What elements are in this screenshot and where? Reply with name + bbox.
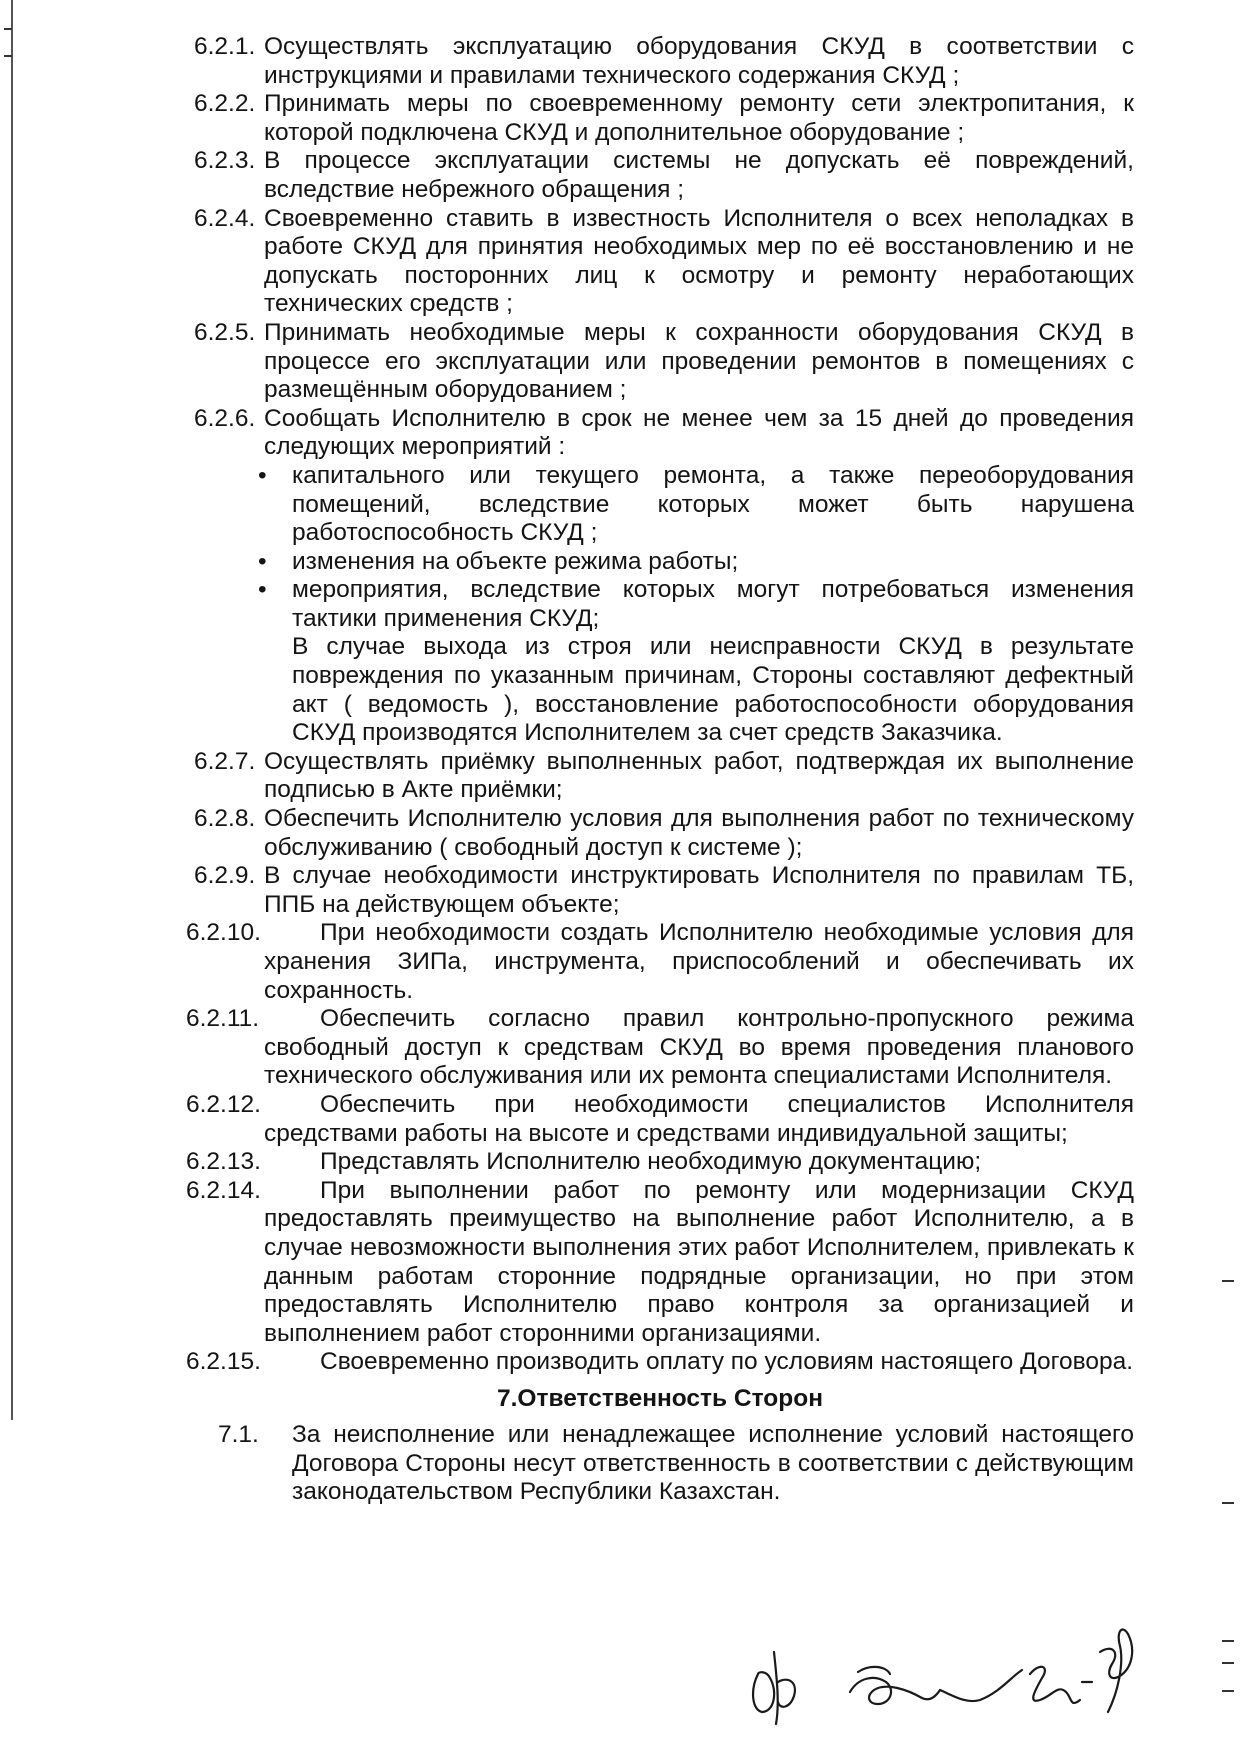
- clause-text: Обеспечить Исполнителю условия для выполнения работ по техническому обслуживанию ( свободный доступ к системе );: [264, 805, 1134, 861]
- clause-number: 6.2.14.: [186, 1176, 261, 1204]
- clause-text: Своевременно производить оплату по условиям настоящего Договора.: [320, 1348, 1134, 1376]
- clause-text: Принимать меры по своевременному ремонту сети электропитания, к которой подключена СКУД и дополнительное оборудование ;: [264, 90, 1134, 146]
- clause-text: Сообщать Исполнителю в срок не менее чем за 15 дней до проведения следующих мероприятий :: [264, 404, 1134, 461]
- bullet-text: мероприятия, вследствие которых могут потребоваться изменения тактики применения СКУД;: [292, 576, 1134, 632]
- left-margin-line: [11, 0, 13, 1420]
- clause-item: [186, 33, 1134, 90]
- clause-text: В случае необходимости инструктировать Исполнителя по правилам ТБ, ППБ на действующем объекте;: [264, 862, 1134, 918]
- clause-text: Принимать необходимые меры к сохранности оборудования СКУД в процессе его эксплуатации или проведении ремонтов в помещениях с размещённым оборудованием ;: [264, 318, 1134, 404]
- handwritten-signature: [740, 1612, 1160, 1732]
- clause-item: [186, 1091, 1134, 1148]
- left-margin-tick: [4, 55, 12, 57]
- clause-text: При необходимости создать Исполнителю необходимые условия для хранения ЗИПа, инструмента, приспособлений и обеспечивать их сохранность.: [264, 919, 1134, 1004]
- bullet-item: [258, 576, 1134, 633]
- clause-text: Своевременно ставить в известность Исполнителя о всех неполадках в работе СКУД для принятия необходимых мер по её восстановлению и не допускать посторонних лиц к осмотру и ремонту неработающих технических средств ;: [264, 204, 1134, 318]
- clause-item: [186, 205, 1134, 319]
- left-margin-tick: [4, 28, 12, 30]
- bullet-text: изменения на объекте режима работы;: [292, 547, 739, 575]
- clause-number: 6.2.1.: [194, 33, 256, 60]
- clause-item: [186, 147, 1134, 204]
- clause-text: При выполнении работ по ремонту или модернизации СКУД предоставлять преимущество на выполнение работ Исполнителю, а в случае невозможности выполнения этих работ Исполнителем, привлекать к данным работам сторонние подрядные организации, но при этом предоставлять Исполнителю право контроля за организацией и выполнением работ сторонними организациями.: [264, 1176, 1134, 1347]
- clause-item: [186, 1005, 1134, 1091]
- clause-text: За неисполнение или ненадлежащее исполнение условий настоящего Договора Стороны несут ответственность в соответствии с действующим законодательством Республики Казахстан.: [292, 1420, 1134, 1506]
- clause-item: [186, 805, 1134, 862]
- clause-number: 6.2.6.: [194, 404, 256, 432]
- clause-item: [186, 919, 1134, 1005]
- clause-item: [186, 319, 1134, 405]
- clause-number: 6.2.4.: [194, 204, 256, 232]
- clause-number: 7.1.: [218, 1420, 259, 1448]
- bullet-item: [258, 547, 1134, 577]
- bullet-item: [258, 461, 1134, 548]
- clause-text: В процессе эксплуатации системы не допускать её повреждений, вследствие небрежного обращения ;: [264, 147, 1134, 203]
- right-margin-tick: [1222, 1502, 1234, 1504]
- clause-number: 6.2.15.: [186, 1348, 261, 1376]
- damage-note-paragraph: В случае выхода из строя или неисправности СКУД в результате повреждения по указанным причинам, Стороны составляют дефектный акт ( ведомость ), восстановление работоспособности оборудования СКУД производятся Исполнителем за счет средств Заказчика.: [292, 633, 1134, 747]
- clause-number: 6.2.12.: [186, 1090, 261, 1118]
- clause-item: [186, 1421, 1134, 1507]
- clause-item: [186, 405, 1134, 462]
- section-heading: 7.Ответственность Сторон: [497, 1384, 823, 1412]
- event-bullet-list: [186, 462, 1134, 634]
- clause-text: Осуществлять приёмку выполненных работ, подтверждая их выполнение подписью в Акте приёмки;: [264, 747, 1134, 804]
- document-body: [186, 33, 1134, 1507]
- clause-text: Представлять Исполнителю необходимую документацию;: [320, 1148, 982, 1176]
- clause-number: 6.2.13.: [186, 1148, 261, 1176]
- right-margin-tick: [1222, 1280, 1234, 1282]
- clause-list-6-2-c: [186, 919, 1134, 1377]
- clause-item: [186, 1348, 1134, 1377]
- clause-number: 6.2.7.: [194, 747, 256, 775]
- bullet-icon: •: [258, 547, 267, 575]
- clause-number: 6.2.9.: [194, 862, 256, 890]
- right-margin-tick: [1222, 1690, 1234, 1692]
- clause-text: Осуществлять эксплуатацию оборудования СКУД в соответствии с инструкциями и правилами технического содержания СКУД ;: [264, 33, 1134, 89]
- clause-number: 6.2.11.: [186, 1005, 260, 1033]
- clause-text: Обеспечить при необходимости специалистов Исполнителя средствами работы на высоте и средствами индивидуальной защиты;: [264, 1090, 1134, 1147]
- clause-item: [186, 1148, 1134, 1177]
- clause-item: [186, 90, 1134, 147]
- clause-number: 6.2.3.: [194, 147, 256, 175]
- clause-number: 6.2.5.: [194, 318, 256, 346]
- clause-list-6-2-a: [186, 33, 1134, 462]
- right-margin-tick: [1222, 1662, 1234, 1664]
- bullet-icon: •: [258, 576, 267, 604]
- bullet-icon: •: [258, 461, 267, 489]
- clause-item: [186, 748, 1134, 805]
- clause-text: Обеспечить согласно правил контрольно-пропускного режима свободный доступ к средствам СКУД во время проведения планового технического обслуживания или их ремонта специалистами Исполнителя.: [264, 1005, 1134, 1090]
- clause-list-6-2-b: [186, 748, 1134, 920]
- clause-number: 6.2.10.: [186, 919, 261, 947]
- clause-number: 6.2.2.: [194, 90, 256, 118]
- clause-item: [186, 1177, 1134, 1349]
- right-margin-tick: [1222, 1640, 1234, 1642]
- clause-item: [186, 862, 1134, 919]
- clause-number: 6.2.8.: [194, 805, 256, 833]
- bullet-text: капитального или текущего ремонта, а также переоборудования помещений, вследствие которых может быть нарушена работоспособность СКУД ;: [292, 461, 1134, 547]
